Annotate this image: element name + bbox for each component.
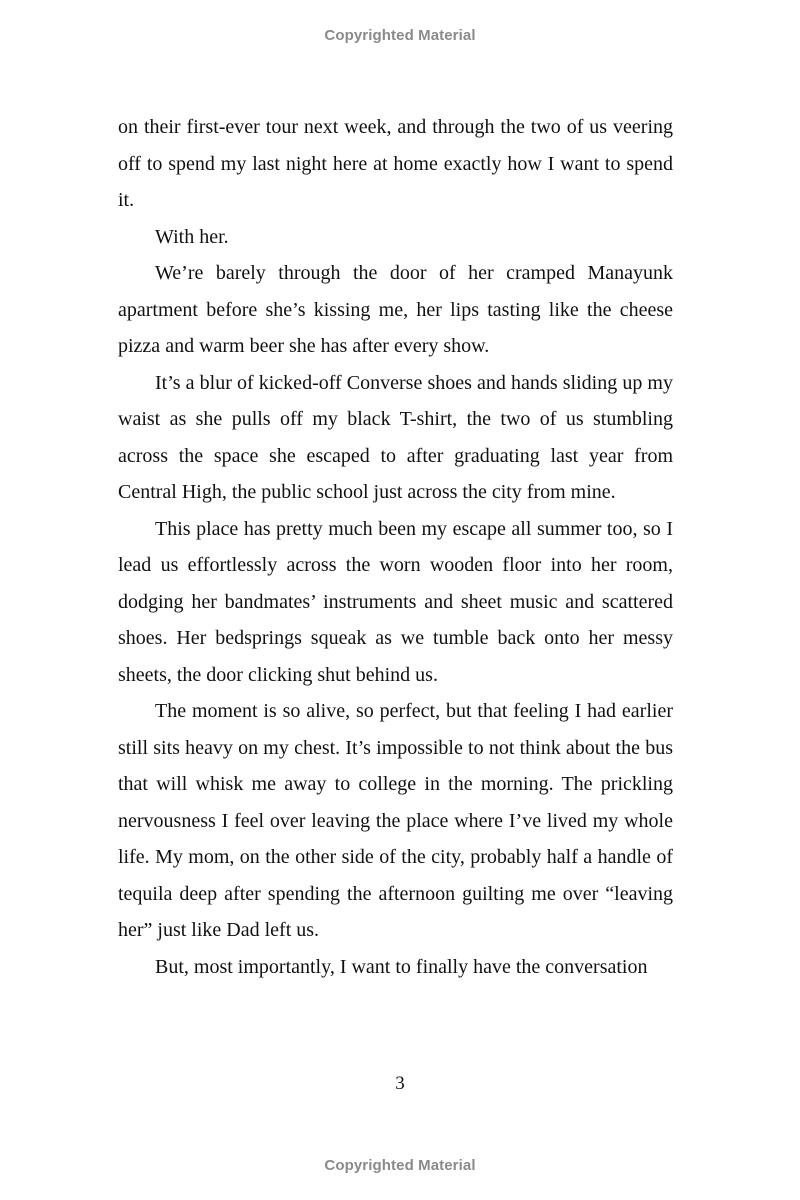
paragraph: The moment is so alive, so perfect, but that feeling I had earlier still sits heavy on my chest. It’s impossible to not think about the bus that will whisk me away to college in the morning. The prickling nervousness I feel over leaving the place where I’ve lived my whole life. My mom, on the other side of the city, probably half a handle of tequila deep after spending the afternoon guilting me over “leaving her” just like Dad left us. <box>118 700 673 941</box>
body-text <box>118 109 673 985</box>
copyright-watermark-top: Copyrighted Material <box>324 27 476 44</box>
paragraph: But, most importantly, I want to finally have the conversation <box>155 955 648 978</box>
copyright-watermark-bottom: Copyrighted Material <box>324 1157 476 1174</box>
paragraph: This place has pretty much been my escape all summer too, so I lead us effortlessly across the worn wooden floor into her room, dodging her bandmates’ instruments and sheet music and scattered shoes. Her bedsprings squeak as we tumble back onto her messy sheets, the door clicking shut behind us. <box>118 517 673 686</box>
paragraph: With her. <box>155 225 229 248</box>
paragraph: We’re barely through the door of her cramped Manayunk apartment before she’s kissing me, her lips tasting like the cheese pizza and warm beer she has after every show. <box>118 262 673 357</box>
page-number: 3 <box>395 1073 405 1094</box>
paragraph: It’s a blur of kicked-off Converse shoes and hands sliding up my waist as she pulls off my black T-shirt, the two of us stumbling across the space she escaped to after graduating last year from Central High, the public school just across the city from mine. <box>118 371 673 503</box>
paragraph: on their first-ever tour next week, and through the two of us veering off to spend my last night here at home exactly how I want to spend it. <box>118 116 673 211</box>
